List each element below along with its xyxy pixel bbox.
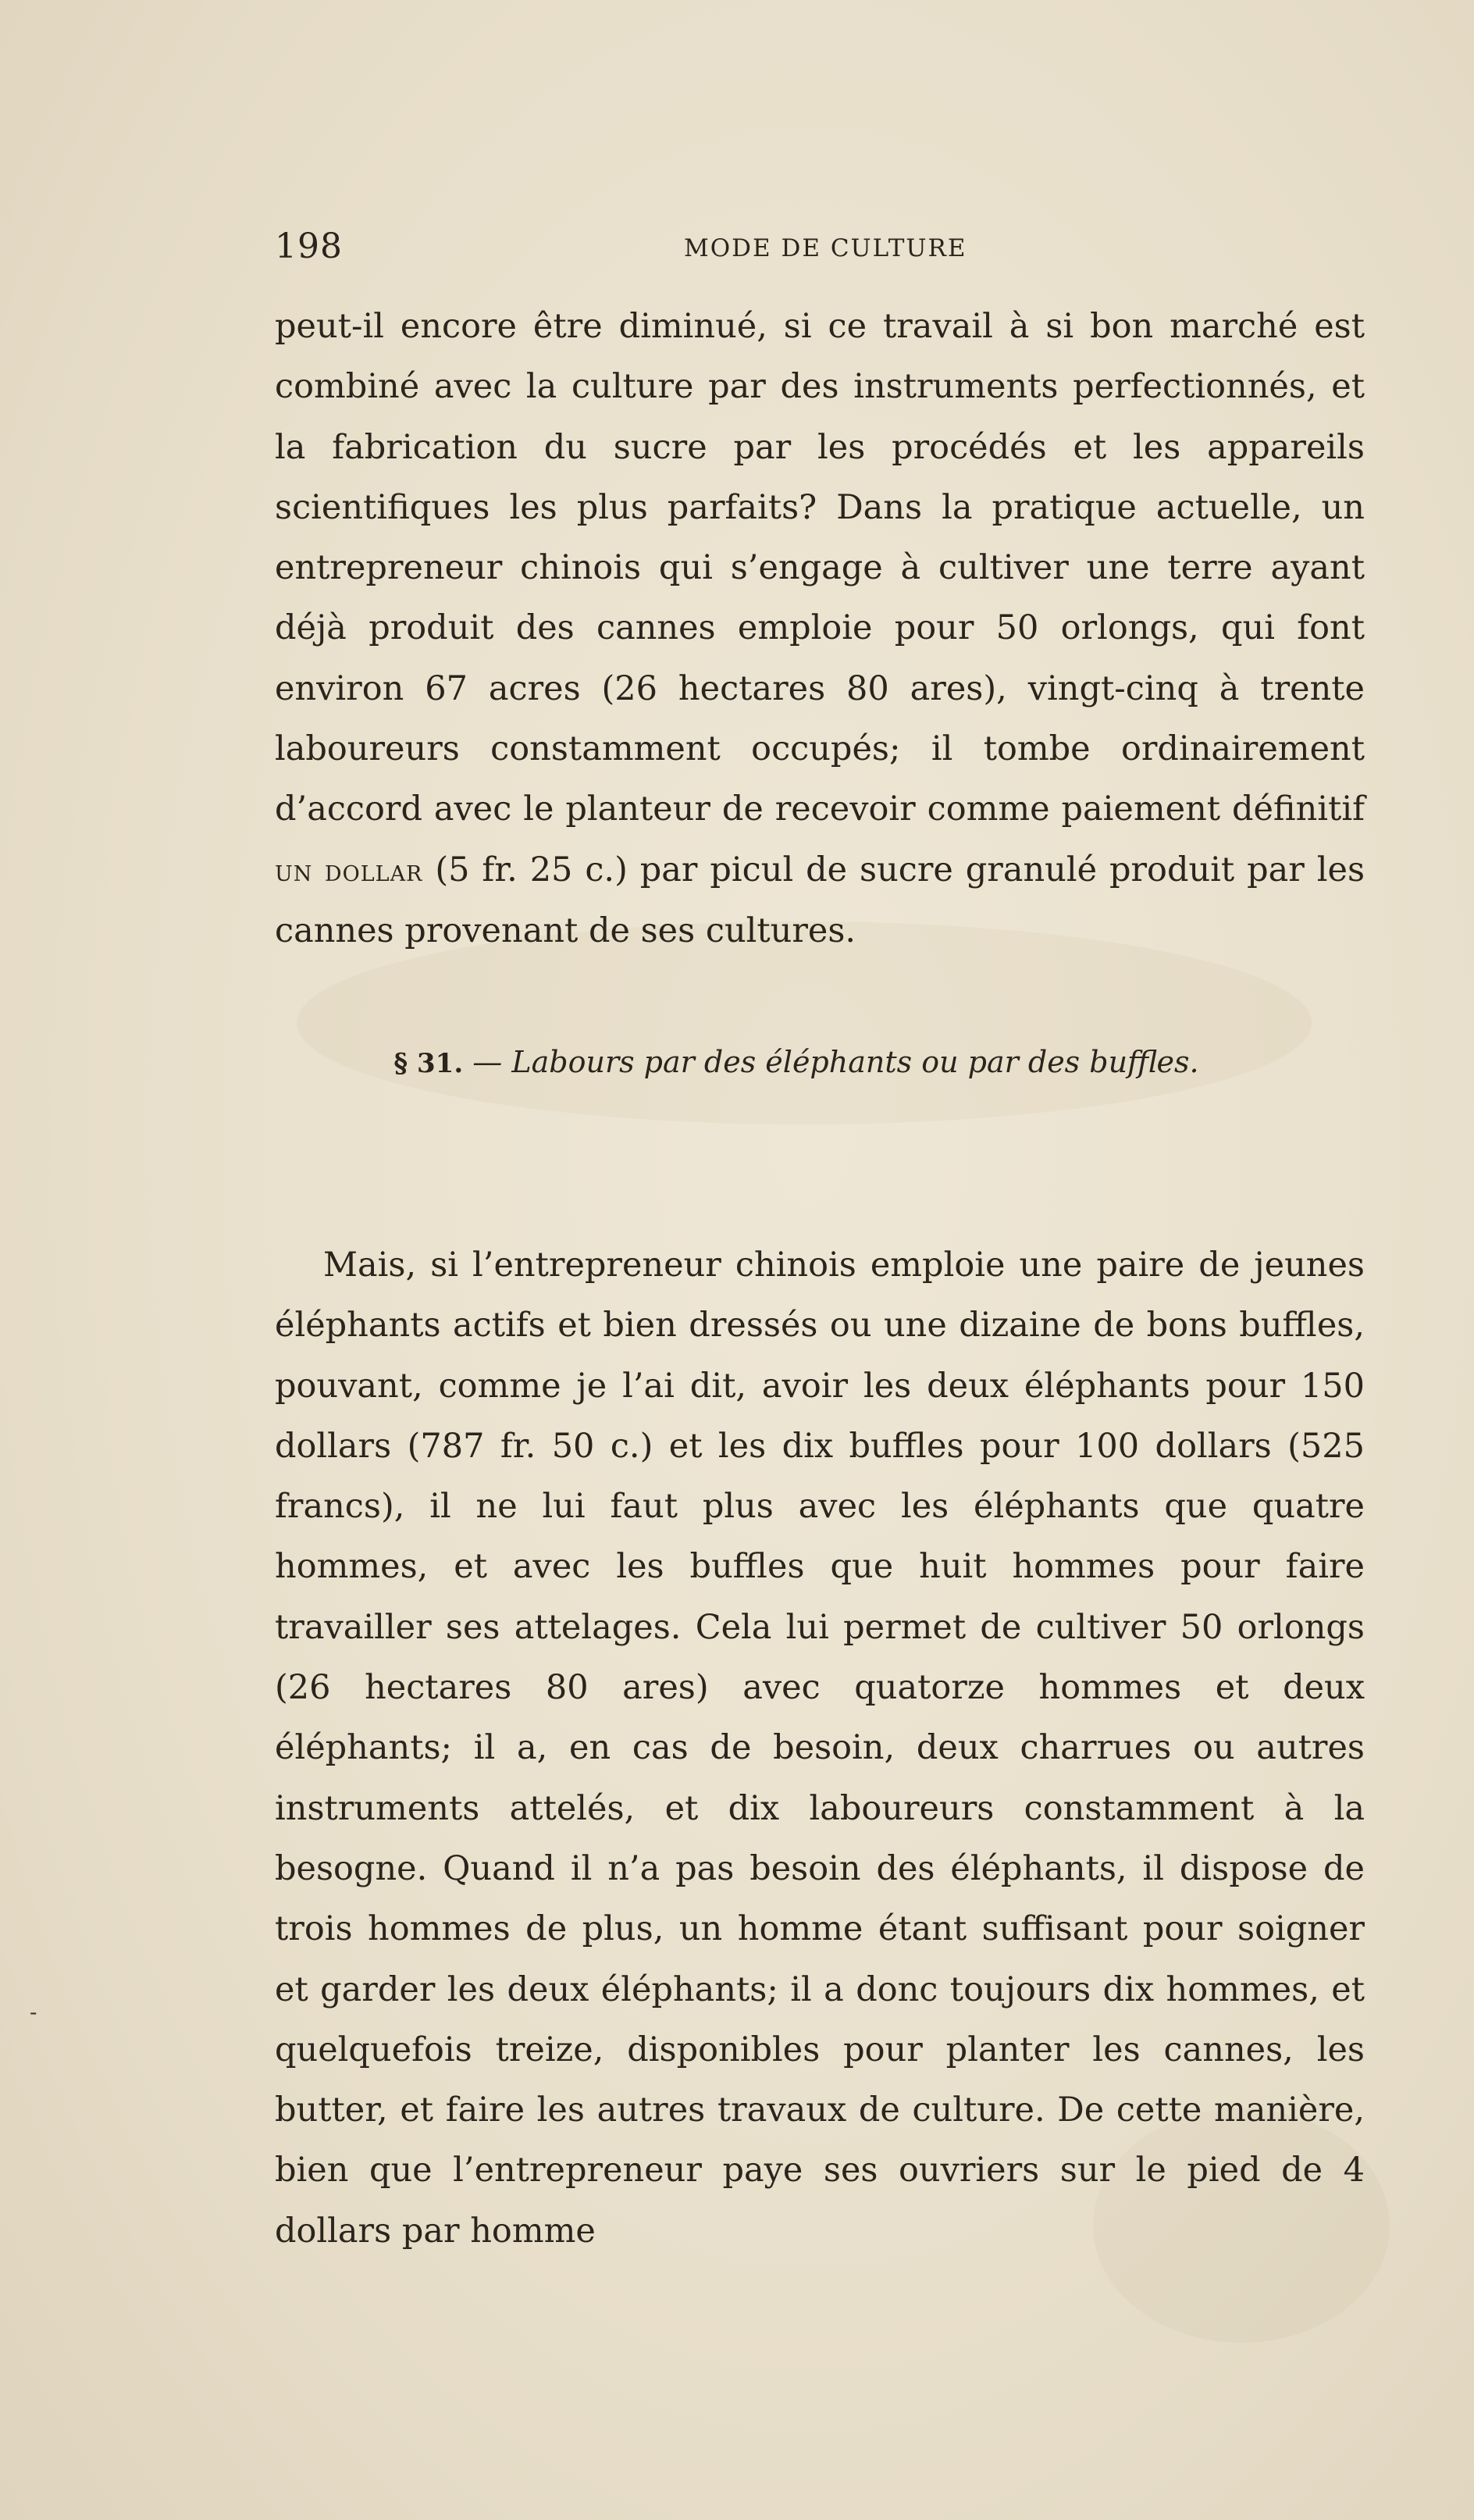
section-number: § 31. (393, 1048, 464, 1079)
paragraph-2-text: Mais, si l’entrepreneur chinois emploie une paire de jeunes éléphants actifs et bien dressés ou une dizaine de bons buffles, pouvant, comme je l’ai dit, avoir les deux éléphants pour 150 dollars (787 fr. 50 c.) et les dix buffles pour 100 dollars (525 francs), il ne lui faut plus avec les éléphants que quatre hommes, et avec les buffles que huit hommes pour faire travailler ses attelages. Cela lui permet de cultiver 50 orlongs (26 hectares 80 ares) avec quatorze hommes et deux éléphants; il a, en cas de besoin, deux charrues ou autres instruments attelés, et dix laboureurs constamment à la besogne. Quand il n’a pas besoin des éléphants, il dispose de trois hommes de plus, un homme étant suffisant pour soigner et garder les deux éléphants; il a donc toujours dix hommes, et quelquefois treize, disponibles pour planter les cannes, les butter, et faire les autres travaux de culture. De cette manière, bien que l’entrepreneur paye ses ouvriers sur le pied de 4 dollars par homme (275, 1246, 1365, 2251)
paragraph-1 (275, 297, 1365, 961)
section-heading (275, 1039, 1365, 1087)
paragraph-2 (275, 1235, 1365, 2262)
paragraph-1-text-start: peut-il encore être diminué, si ce travail à si bon marché est combiné avec la culture par des instruments perfectionnés, et la fabrication du sucre par les procédés et les appareils scientifiques les plus parfaits? Dans la pratique actuelle, un entrepreneur chinois qui s’engage à cultiver une terre ayant déjà produit des cannes emploie pour 50 orlongs, qui font environ 67 acres (26 hectares 80 ares), vingt-cinq à trente laboureurs constamment occupés; il tombe ordinairement d’accord avec le planteur de recevoir comme paiement définitif (275, 307, 1365, 829)
section-title: Labours par des éléphants ou par des buffles. (511, 1045, 1199, 1079)
section-dash: — (472, 1045, 503, 1079)
margin-mark: - (30, 1999, 37, 2025)
paragraph-1-text-end: (5 fr. 25 c.) par picul de sucre granulé produit par les cannes provenant de ses cultures. (275, 850, 1365, 950)
paragraph-1-text (275, 297, 1365, 961)
small-caps-term: un dollar (275, 853, 423, 889)
running-head: MODE DE CULTURE (684, 234, 967, 262)
page-header (275, 226, 1368, 273)
page-number: 198 (275, 226, 343, 266)
